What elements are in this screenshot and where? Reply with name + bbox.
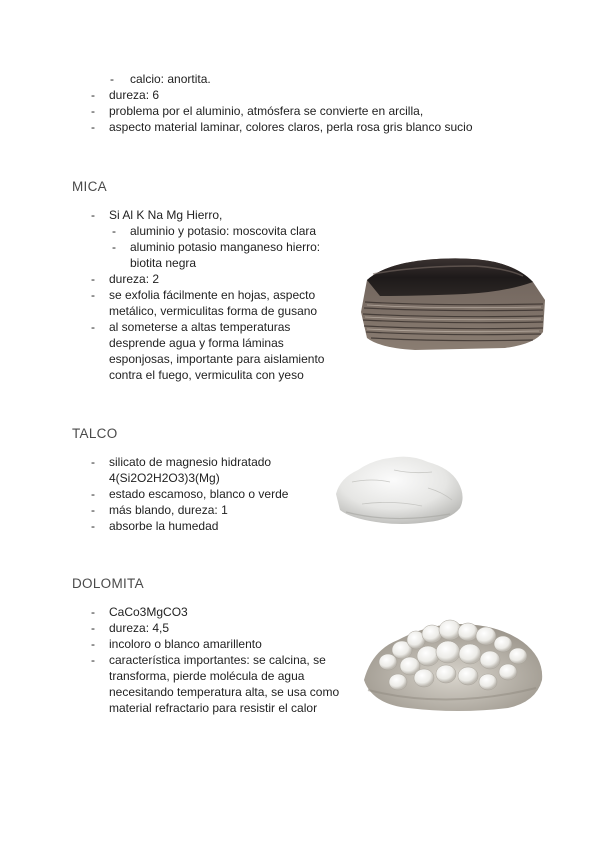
dolomita-item: característica importantes: se calcina, se [109, 653, 326, 667]
bullet-dash: - [91, 120, 95, 134]
bullet-dash: - [91, 653, 95, 667]
intro-item-aspecto: aspecto material laminar, colores claros, perla rosa gris blanco sucio [109, 120, 473, 134]
bullet-dash: - [91, 519, 95, 533]
dolomita-item-cont: material refractario para resistir el calor [109, 701, 318, 715]
section-heading-dolomita: DOLOMITA [72, 576, 144, 591]
intro-item-calcio: calcio: anortita. [130, 72, 211, 86]
mica-subitem: aluminio potasio manganeso hierro: [130, 240, 321, 254]
dolomita-item: incoloro o blanco amarillento [109, 637, 262, 651]
mica-item-cont: esponjosas, importante para aislamiento [109, 352, 325, 366]
mica-subitem-cont: biotita negra [130, 256, 197, 270]
mica-item-cont: metálico, vermiculitas forma de gusano [109, 304, 318, 318]
mica-item: dureza: 2 [109, 272, 160, 286]
bullet-dash: - [110, 72, 114, 86]
section-heading-mica: MICA [72, 179, 107, 194]
mica-item: se exfolia fácilmente en hojas, aspecto [109, 288, 316, 302]
bullet-dash: - [91, 208, 95, 222]
mica-item: Si Al K Na Mg Hierro, [109, 208, 223, 222]
bullet-dash: - [91, 487, 95, 501]
bullet-dash: - [91, 455, 95, 469]
intro-item-dureza: dureza: 6 [109, 88, 160, 102]
talco-item: silicato de magnesio hidratado [109, 455, 272, 469]
mica-mineral-image [355, 252, 550, 357]
talco-item: absorbe la humedad [109, 519, 219, 533]
bullet-dash: - [91, 320, 95, 334]
bullet-dash: - [91, 104, 95, 118]
bullet-dash: - [91, 621, 95, 635]
bullet-dash: - [91, 503, 95, 517]
mica-item-cont: desprende agua y forma láminas [109, 336, 284, 350]
intro-item-problema: problema por el aluminio, atmósfera se convierte en arcilla, [109, 104, 424, 118]
bullet-dash: - [91, 637, 95, 651]
bullet-dash: - [91, 272, 95, 286]
bullet-dash: - [112, 224, 116, 238]
dolomita-mineral-image [358, 610, 548, 715]
mica-item-cont: contra el fuego, vermiculita con yeso [109, 368, 304, 382]
bullet-dash: - [91, 88, 95, 102]
section-heading-talco: TALCO [72, 426, 118, 441]
bullet-dash: - [112, 240, 116, 254]
dolomita-item: CaCo3MgCO3 [109, 605, 188, 619]
talco-mineral-image [332, 452, 467, 527]
dolomita-item-cont: necesitando temperatura alta, se usa como [109, 685, 340, 699]
bullet-dash: - [91, 288, 95, 302]
dolomita-item: dureza: 4,5 [109, 621, 170, 635]
talco-item-cont: 4(Si2O2H2O3)3(Mg) [109, 471, 220, 485]
mica-subitem: aluminio y potasio: moscovita clara [130, 224, 317, 238]
talco-item: estado escamoso, blanco o verde [109, 487, 289, 501]
dolomita-item-cont: transforma, pierde molécula de agua [109, 669, 305, 683]
mica-item: al someterse a altas temperaturas [109, 320, 291, 334]
bullet-dash: - [91, 605, 95, 619]
talco-item: más blando, dureza: 1 [109, 503, 228, 517]
